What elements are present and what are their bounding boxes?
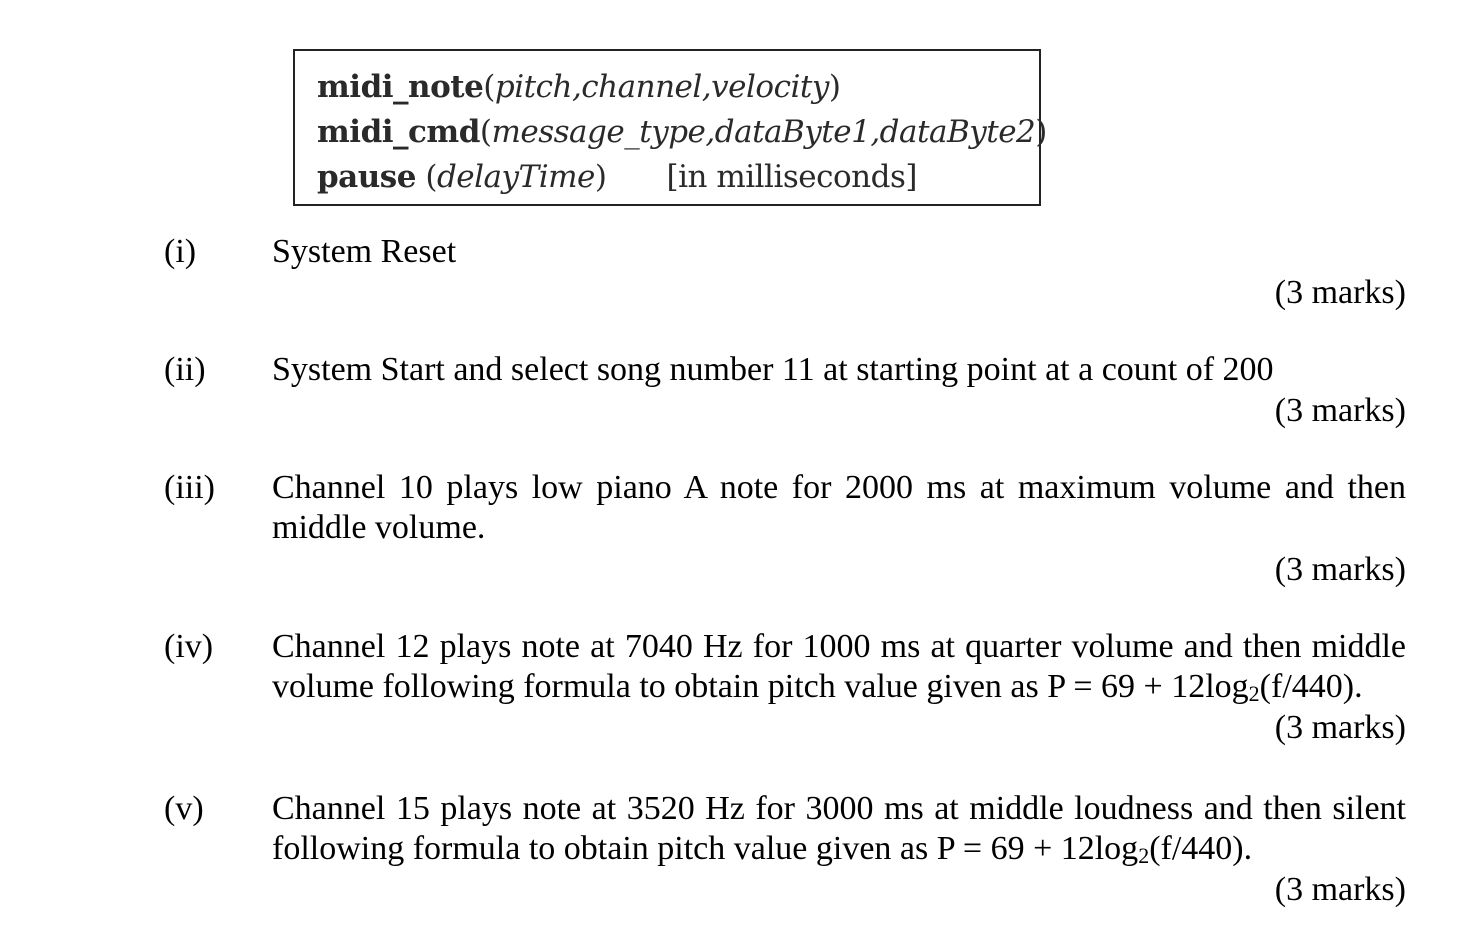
function-unit-note: [in milliseconds] <box>666 159 917 195</box>
question-text-formula-end: (f/440). <box>1149 830 1253 867</box>
function-close-paren: ) <box>1035 114 1047 150</box>
question-number: (iv) <box>164 628 214 665</box>
function-line-midi-cmd <box>317 110 1047 155</box>
question-text <box>272 789 1406 869</box>
question-text: System Start and select song number 11 at starting point at a count of 200 <box>272 351 1274 388</box>
question-marks: (3 marks) <box>1274 392 1406 429</box>
function-arguments: delayTime <box>436 159 595 195</box>
function-open-paren: ( <box>415 159 437 195</box>
function-line-pause <box>317 155 1039 200</box>
question-text-main: Channel 12 plays note at 7040 Hz for 1000 ms at quarter volume and then middle volume following formula to obtain pitch value given as P = 69 + 12log <box>272 628 1406 705</box>
question-text-formula-end: (f/440). <box>1259 668 1363 705</box>
question-text-main: Channel 15 plays note at 3520 Hz for 3000 ms at middle loudness and then silent following formula to obtain pitch value given as P = 69 + 12log <box>272 790 1406 867</box>
question-marks: (3 marks) <box>1274 871 1406 908</box>
function-open-paren: ( <box>479 114 492 150</box>
question-number: (iii) <box>164 469 215 506</box>
question-text <box>272 627 1406 707</box>
function-line-midi-note <box>317 65 1039 110</box>
question-text: System Reset <box>272 233 457 270</box>
function-reference-box <box>293 49 1047 206</box>
function-arguments: message_type,dataByte1,dataByte2 <box>491 114 1036 150</box>
function-arguments: pitch,channel,velocity <box>494 69 829 105</box>
function-close-paren: ) <box>594 159 607 195</box>
function-name: pause <box>317 159 416 195</box>
function-name: midi_note <box>317 69 484 105</box>
question-marks: (3 marks) <box>1274 274 1406 311</box>
question-text: Channel 10 plays low piano A note for 2000 ms at maximum volume and then middle volume. <box>272 469 1406 546</box>
question-marks: (3 marks) <box>1274 551 1406 588</box>
function-name: midi_cmd <box>317 114 480 150</box>
log-base-subscript: 2 <box>1138 843 1150 868</box>
log-base-subscript: 2 <box>1248 681 1260 706</box>
function-close-paren: ) <box>828 69 841 105</box>
question-number: (i) <box>164 233 197 270</box>
question-number: (v) <box>164 790 204 827</box>
question-marks: (3 marks) <box>1274 709 1406 746</box>
function-open-paren: ( <box>483 69 495 105</box>
question-number: (ii) <box>164 351 206 388</box>
